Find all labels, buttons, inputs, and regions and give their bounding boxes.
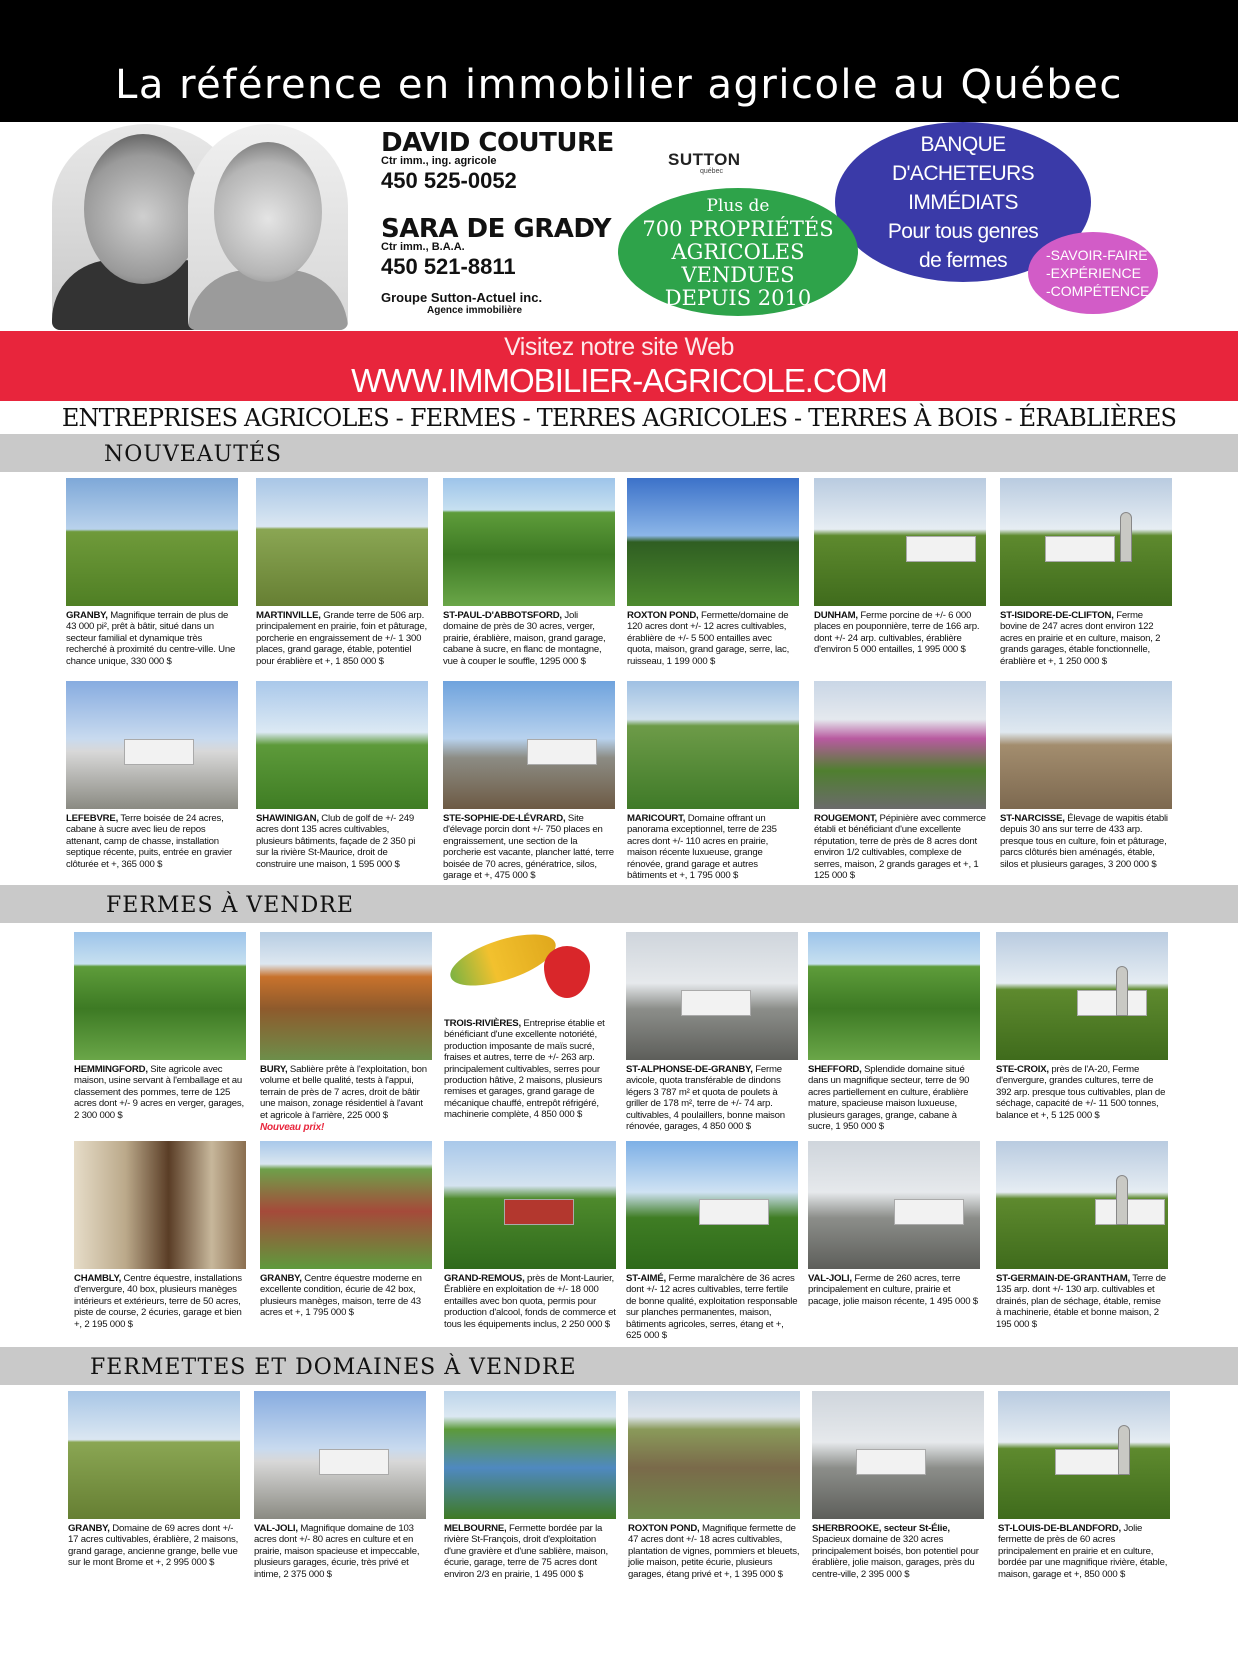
listing-town: VAL-JOLI, [254, 1523, 298, 1534]
listing-description [627, 813, 799, 881]
listing-town: ST-ISIDORE-DE-CLIFTON, [1000, 610, 1114, 621]
listing-card[interactable] [443, 478, 615, 667]
listing-town: STE-CROIX, [996, 1064, 1049, 1075]
agent-title: Ctr imm., ing. agricole [381, 155, 497, 167]
listing-photo[interactable] [1000, 478, 1172, 606]
building-shape [1095, 1199, 1165, 1225]
silo-shape [1120, 512, 1132, 562]
listing-description [628, 1523, 800, 1580]
listing-photo[interactable] [626, 1141, 798, 1269]
listing-text: Ferme maraîchère de 36 acres dont +/- 12 acres cultivables, terre fertile de bonne qualité, exploitation responsable sur planches permanentes, maison, bâtiments agricoles, serres, étang et +, 625 000 $ [626, 1273, 798, 1342]
listing-description [808, 1273, 980, 1307]
listing-card[interactable] [256, 478, 428, 667]
listing-photo[interactable] [66, 478, 238, 606]
listing-text: Fermette bordée par la rivière St-François, droit d'exploitation d'une gravière et d'une sablière, maison, écurie, garage, terre de 75 acres dont environ 2/3 en prairie, 1 495 000 $ [444, 1523, 608, 1580]
listing-text: Joli domaine de près de 30 acres, verger, prairie, érablière, maison, grand garage, cabane à sucre, en flanc de montagne, vue à couper le souffle, 1295 000 $ [443, 610, 606, 667]
listing-description [444, 1523, 616, 1580]
strawberry-shape [544, 946, 590, 998]
listing-text: Splendide domaine situé dans un magnifique secteur, terre de 90 acres partiellement en culture, érablière mature, spacieuse maison luxueuse, plusieurs garages, grange, cabane à sucre, 1 950 000 $ [808, 1064, 970, 1133]
listing-town: GRANBY, [68, 1523, 110, 1534]
listing-town: HEMMINGFORD, [74, 1064, 148, 1075]
listing-description [814, 610, 986, 656]
agent-name: SARA DE GRADY [381, 214, 611, 244]
listing-description [68, 1523, 240, 1569]
listing-description [808, 1064, 980, 1132]
listing-photo[interactable] [444, 1391, 616, 1519]
building-shape [1055, 1449, 1125, 1475]
listing-town: STE-SOPHIE-DE-LÉVRARD, [443, 813, 566, 824]
listing-text: Ferme bovine de 247 acres dont environ 122 acres en prairie et en culture, maison, 2 grands garages, étable fonctionnelle, érablière et +, 1 250 000 $ [1000, 610, 1161, 667]
listing-card[interactable] [627, 681, 799, 881]
website-url-link[interactable]: WWW.IMMOBILIER-AGRICOLE.COM [351, 362, 887, 399]
price-badge: Nouveau prix! [260, 1122, 325, 1134]
listing-card[interactable] [444, 1141, 616, 1330]
silo-shape [1116, 966, 1128, 1016]
listing-text: Centre équestre, installations d'envergure, 40 box, plusieurs manèges intérieurs et extérieurs, terre de 50 acres, piste de course, 2 écuries, garage et bien +, 2 195 000 $ [74, 1273, 242, 1330]
listing-text: Élevage de wapitis établi depuis 30 ans sur terre de 433 arp. presque tous en culture, foin et pâturage, parcs clôturés bien aménagés, étable, silos et plusieurs garages, 3 200 000 $ [1000, 813, 1168, 870]
listing-description [627, 610, 799, 667]
listing-text: Sablière prête à l'exploitation, bon volume et belle qualité, tests à l'appui, terrain de près de 7 acres, droit de bâtir une maison, zonage résidentiel à l'avant et agricole à l'arrière, 225 000 $ [260, 1064, 427, 1121]
listing-text: Entreprise établie et bénéficiant d'une excellente notoriété, production imposante de maïs sucré, fraises et autres, terre de +/- 263 arp. principalement cultivables, serres pour production hâtive, 2 maisons, plusieurs remises et garages, grand garage de mécanique chauffé, entrepôt réfrigéré, machinerie complète, 4 850 000 $ [444, 1018, 605, 1121]
building-shape [124, 739, 194, 765]
listing-card[interactable] [996, 932, 1168, 1121]
bubble-line: -EXPÉRIENCE [1046, 265, 1141, 281]
bubble-line: Plus de [706, 195, 770, 216]
listing-card[interactable] [996, 1141, 1168, 1330]
listing-description [256, 610, 428, 667]
listing-text: Centre équestre moderne en excellente condition, écurie de 42 box, plusieurs manèges, maison, terre de 43 acres et +, 1 795 000 $ [260, 1273, 422, 1319]
listing-photo[interactable] [256, 478, 428, 606]
listing-text: Ferme de 260 acres, terre principalement en culture, prairie et pacage, jolie maison récente, 1 495 000 $ [808, 1273, 978, 1307]
listing-description [256, 813, 428, 870]
website-invite: Visitez notre site Web [504, 333, 734, 361]
listing-photo[interactable] [256, 681, 428, 809]
listing-photo[interactable] [626, 932, 798, 1060]
listing-town: MARICOURT, [627, 813, 686, 824]
listing-text: Magnifique domaine de 103 acres dont +/- 80 acres en culture et en prairie, maison spacieuse et impeccable, plusieurs garages, écurie, très privé et intime, 2 375 000 $ [254, 1523, 420, 1580]
bubble-line: Pour tous genres [887, 219, 1039, 243]
listing-town: LEFEBVRE, [66, 813, 119, 824]
listing-card[interactable] [627, 478, 799, 667]
listing-description [74, 1064, 246, 1121]
listing-card[interactable] [74, 932, 246, 1121]
listing-town: ST-AIMÉ, [626, 1273, 666, 1284]
bubble-line: -COMPÉTENCE [1046, 283, 1150, 299]
listing-photo[interactable] [444, 1141, 616, 1269]
listing-text: Domaine de 69 acres dont +/- 17 acres cultivables, érablière, 2 maisons, grand garage, ancienne grange, belle vue sur le mont Brome et +, 2 995 000 $ [68, 1523, 239, 1569]
agent-phone[interactable]: 450 521-8811 [381, 254, 516, 279]
listing-photo[interactable] [996, 1141, 1168, 1269]
sutton-logo: SUTTON [668, 150, 741, 169]
listing-card[interactable] [814, 681, 986, 881]
agency-name: Groupe Sutton-Actuel inc. [381, 290, 543, 305]
listing-town: ST-LOUIS-DE-BLANDFORD, [998, 1523, 1121, 1534]
listing-town: CHAMBLY, [74, 1273, 122, 1284]
listing-photo[interactable] [627, 478, 799, 606]
top-banner [0, 0, 1238, 122]
listing-card[interactable] [260, 932, 432, 1133]
bubble-line: 700 PROPRIÉTÉS [642, 216, 834, 241]
listing-card[interactable] [74, 1141, 246, 1330]
listing-text: Terre boisée de 24 acres, cabane à sucre avec lieu de repos attenant, camp de chasse, installation septique récente, puits, entrée en gravier clôturée et +, 365 000 $ [66, 813, 232, 870]
building-shape [681, 990, 751, 1016]
agent-card-sara [381, 214, 611, 280]
listing-description [74, 1273, 246, 1330]
listing-town: SHEFFORD, [808, 1064, 862, 1075]
listing-card[interactable] [254, 1391, 426, 1580]
listing-card[interactable] [66, 681, 238, 870]
listing-photo[interactable] [444, 932, 616, 1014]
listing-town: VAL-JOLI, [808, 1273, 852, 1284]
listing-town: ST-ALPHONSE-DE-GRANBY, [626, 1064, 753, 1075]
section-header-nouveautes [0, 434, 1238, 472]
listing-photo[interactable] [812, 1391, 984, 1519]
building-shape [699, 1199, 769, 1225]
agent-card-david [381, 128, 614, 194]
listing-photo[interactable] [443, 478, 615, 606]
listing-description [996, 1064, 1168, 1121]
building-shape [894, 1199, 964, 1225]
listing-card[interactable] [628, 1391, 800, 1580]
listing-text: Grande terre de 506 arp. principalement en prairie, foin et pâturage, porcherie en engraissement de +/- 1 300 places, grand garage, étable, potentiel pour érablière et +, 1 850 000 $ [256, 610, 427, 667]
listing-town: TROIS-RIVIÈRES, [444, 1018, 521, 1029]
listing-photo[interactable] [998, 1391, 1170, 1519]
listing-town: GRANBY, [66, 610, 108, 621]
listing-card[interactable] [808, 1141, 980, 1307]
listing-card[interactable] [260, 1141, 432, 1319]
section-header-fermes [0, 885, 1238, 923]
listing-description [66, 610, 238, 667]
listing-town: GRAND-REMOUS, [444, 1273, 525, 1284]
website-banner [0, 331, 1238, 401]
listing-text: près de Mont-Laurier, Érablière en exploitation de +/- 18 000 entailles avec bon quota, permis pour production d'alcool, fonds de commerce et tous les équipements inclus, 2 250 000 $ [444, 1273, 616, 1330]
categories-line: ENTREPRISES AGRICOLES - FERMES - TERRES AGRICOLES - TERRES À BOIS - ÉRABLIÈRES [61, 404, 1177, 432]
section-title: NOUVEAUTÉS [104, 442, 283, 467]
listing-card[interactable] [444, 1391, 616, 1580]
listing-card[interactable] [998, 1391, 1170, 1580]
listing-photo[interactable] [68, 1391, 240, 1519]
listing-description [443, 610, 615, 667]
silo-shape [1118, 1425, 1130, 1475]
listing-text: Ferme porcine de +/- 6 000 places en pouponnière, terre de 166 arp. dont +/- 24 arp. cultivables, érablière d'environ 5 000 entailles, 1 995 000 $ [814, 610, 980, 656]
listing-text: Fermette/domaine de 120 acres dont +/- 12 acres cultivables, érablière de +/- 5 500 entailles avec quota, maison, grand garage, serre, lac, ruisseau, 1 199 000 $ [627, 610, 790, 667]
listing-card[interactable] [626, 932, 798, 1132]
listing-text: Club de golf de +/- 249 acres dont 135 acres cultivables, plusieurs bâtiments, façade de 2 350 pi sur la rivière St-Maurice, droit de construire une maison, 1 595 000 $ [256, 813, 416, 870]
listing-description [626, 1273, 798, 1341]
listing-photo[interactable] [628, 1391, 800, 1519]
agency-subtitle: Agence immobilière [427, 305, 523, 316]
listing-photo[interactable] [814, 681, 986, 809]
silo-shape [1116, 1175, 1128, 1225]
listing-card[interactable] [443, 681, 615, 881]
agent-title: Ctr imm., B.A.A. [381, 241, 465, 253]
listing-photo[interactable] [260, 1141, 432, 1269]
listing-photo[interactable] [1000, 681, 1172, 809]
listing-photo[interactable] [260, 932, 432, 1060]
listing-town: ROXTON POND, [628, 1523, 700, 1534]
expertise-bubble [1028, 232, 1158, 314]
building-shape [504, 1199, 574, 1225]
building-shape [1077, 990, 1147, 1016]
listing-description [260, 1273, 432, 1319]
listing-description [444, 1273, 616, 1330]
listing-town: SHAWINIGAN, [256, 813, 319, 824]
listing-description [814, 813, 986, 881]
listing-text: Jolie fermette de près de 60 acres principalement en prairie et en culture, bordée par une magnifique rivière, étable, maison, garage et +, 850 000 $ [998, 1523, 1168, 1580]
building-shape [319, 1449, 389, 1475]
listing-description [260, 1064, 432, 1133]
building-shape [527, 739, 597, 765]
listing-photo[interactable] [814, 478, 986, 606]
bubble-line: BANQUE [920, 132, 1006, 156]
building-shape [856, 1449, 926, 1475]
listing-card[interactable] [812, 1391, 984, 1580]
bubble-line: DEPUIS 2010 [664, 285, 812, 310]
bubble-line: -SAVOIR-FAIRE [1046, 247, 1148, 263]
listing-town: GRANBY, [260, 1273, 302, 1284]
listing-description [1000, 610, 1172, 667]
section-title: FERMES À VENDRE [106, 893, 354, 918]
listing-photo[interactable] [74, 1141, 246, 1269]
listing-photo[interactable] [66, 681, 238, 809]
listing-card[interactable] [256, 681, 428, 870]
listing-description [812, 1523, 984, 1580]
agent-phone[interactable]: 450 525-0052 [381, 168, 517, 193]
listing-description [1000, 813, 1172, 870]
section-title: FERMETTES ET DOMAINES À VENDRE [90, 1355, 577, 1380]
listing-text: Terre de 135 arp. dont +/- 130 arp. cultivables et drainés, plan de séchage, étable, remise à machinerie, étable et bonne maison, 2 195 000 $ [996, 1273, 1166, 1330]
listing-text: près de l'A-20, Ferme d'envergure, grandes cultures, terre de 392 arp. presque tous cultivables, plan de séchage, capacité de +/- 11 500 tonnes, balance et +, 5 125 000 $ [996, 1064, 1166, 1121]
listing-photo[interactable] [996, 932, 1168, 1060]
listing-description [626, 1064, 798, 1132]
listing-town: SHERBROOKE, secteur St-Élie, [812, 1523, 950, 1534]
listing-description [996, 1273, 1168, 1330]
listing-town: ST-PAUL-D'ABBOTSFORD, [443, 610, 562, 621]
properties-sold-bubble [618, 188, 858, 316]
listing-card[interactable] [626, 1141, 798, 1341]
listing-text: Site d'élevage porcin dont +/- 750 places en engraissement, une section de la porcherie est vacante, plancher latté, terre boisée de 70 acres, génératrice, silos, garage et +, 475 000 $ [443, 813, 614, 882]
bubble-line: de fermes [919, 248, 1007, 272]
listing-photo[interactable] [808, 932, 980, 1060]
listing-town: DUNHAM, [814, 610, 858, 621]
agent-name: DAVID COUTURE [381, 128, 614, 158]
listing-town: ST-NARCISSE, [1000, 813, 1065, 824]
listing-card[interactable] [1000, 478, 1172, 667]
listing-town: ST-GERMAIN-DE-GRANTHAM, [996, 1273, 1130, 1284]
listing-town: MELBOURNE, [444, 1523, 507, 1534]
listing-card[interactable] [68, 1391, 240, 1569]
listing-text: Pépinière avec commerce établi et bénéficiant d'une excellente réputation, terre de près de 8 acres dont environ 1/2 cultivables, complexe de serres, maison, 2 grands garages et +, 1 125 000 $ [814, 813, 986, 882]
listing-card[interactable] [1000, 681, 1172, 870]
listing-card[interactable] [814, 478, 986, 656]
listing-description [66, 813, 238, 870]
agent-photo-sara [188, 124, 348, 330]
listing-town: ROXTON POND, [627, 610, 699, 621]
listing-photo[interactable] [254, 1391, 426, 1519]
banner-headline: La référence en immobilier agricole au Québec [115, 62, 1123, 108]
listing-town: MARTINVILLE, [256, 610, 321, 621]
listing-town: BURY, [260, 1064, 288, 1075]
building-shape [906, 536, 976, 562]
listing-town: ROUGEMONT, [814, 813, 878, 824]
listing-text: Domaine offrant un panorama exceptionnel, terre de 235 acres dont +/- 110 acres en prairie, maison récente luxueuse, grange rénovée, grand garage et autres bâtiments et +, 1 795 000 $ [627, 813, 777, 882]
listing-photo[interactable] [74, 932, 246, 1060]
listing-card[interactable] [66, 478, 238, 667]
listing-description [998, 1523, 1170, 1580]
listing-description [254, 1523, 426, 1580]
listing-photo[interactable] [627, 681, 799, 809]
listing-text: Site agricole avec maison, usine servant à l'emballage et au classement des pommes, terre de 125 acres dont +/- 9 acres en verger, garages, 2 300 000 $ [74, 1064, 244, 1121]
bubble-line: D'ACHETEURS IMMÉDIATS [891, 161, 1035, 214]
sutton-logo-sub: québec [700, 168, 723, 175]
listing-card[interactable] [444, 932, 616, 1121]
listing-description [444, 1018, 616, 1121]
listing-text: Ferme avicole, quota transférable de dindons légers 3 787 m² et quota de poulets à griller de 178 m², terre de +/- 74 arp. cultivables, 4 poulaillers, bonne maison rénovée, garages, 4 850 000 $ [626, 1064, 785, 1133]
building-shape [1045, 536, 1115, 562]
listing-text: Magnifique fermette de 47 acres dont +/- 18 acres cultivables, plantation de vignes, pommiers et bleuets, jolie maison, petite écurie, plusieurs garages, étang privé et +, 1 395 000 $ [628, 1523, 800, 1580]
listing-photo[interactable] [808, 1141, 980, 1269]
listing-description [443, 813, 615, 881]
listing-text: Spacieux domaine de 320 acres principalement boisés, bon potentiel pour érablière, jolie maison, garages, près du centre-ville, 2 395 000 $ [812, 1534, 979, 1580]
section-header-fermettes [0, 1347, 1238, 1385]
listing-card[interactable] [808, 932, 980, 1132]
listing-text: Magnifique terrain de plus de 43 000 pi², prêt à bâtir, situé dans un secteur familial et dynamique très recherché à proximité du centre-ville. Une chance unique, 330 000 $ [66, 610, 236, 667]
bubble-line: AGRICOLES VENDUES [671, 239, 805, 287]
listing-photo[interactable] [443, 681, 615, 809]
